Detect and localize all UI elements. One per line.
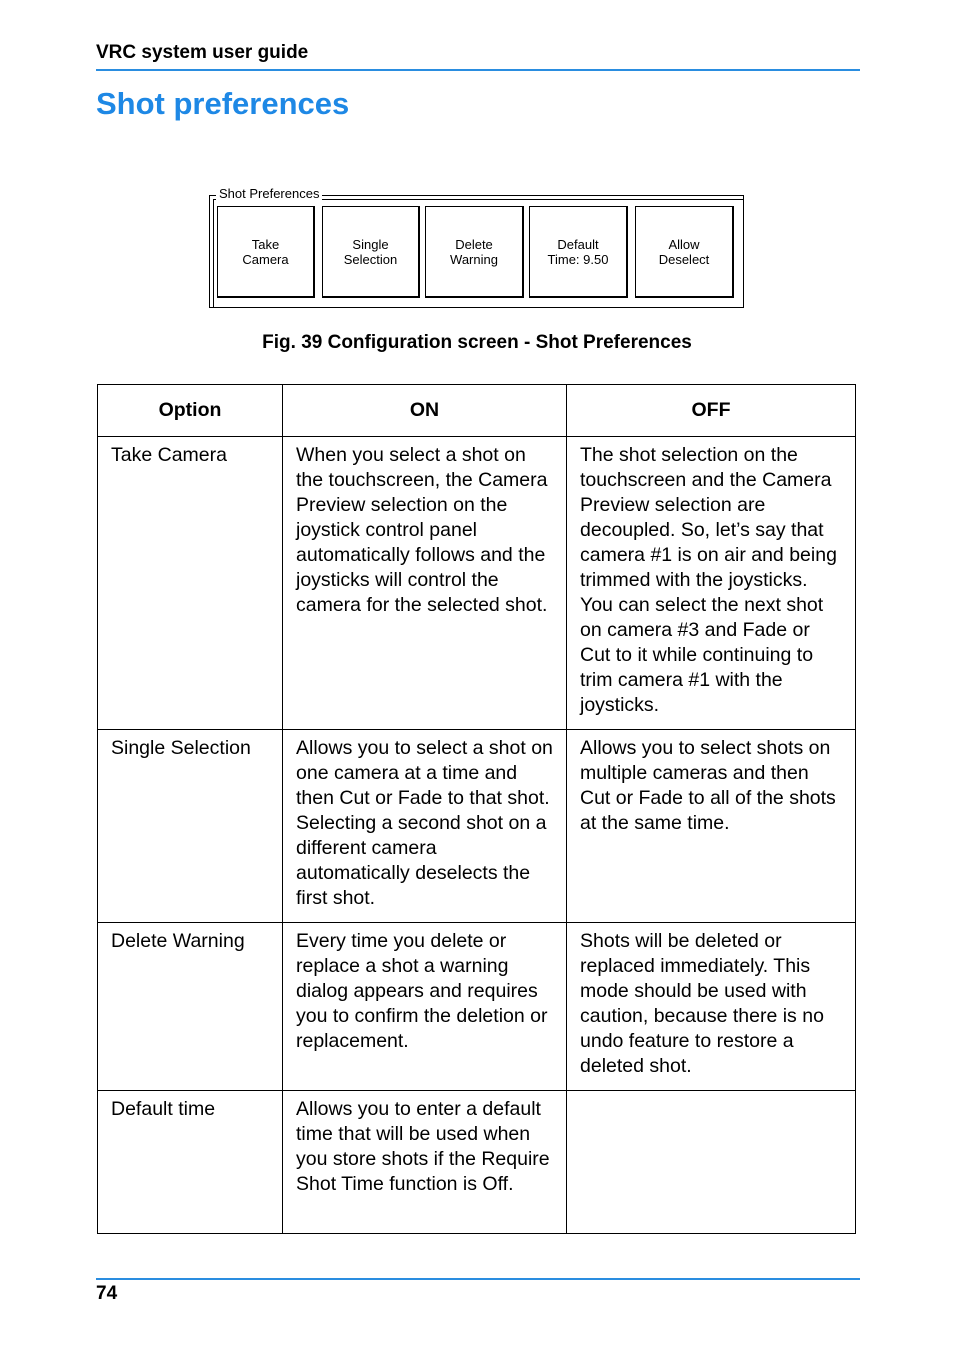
off-cell (567, 1091, 856, 1234)
option-cell: Take Camera (98, 437, 283, 730)
on-cell: Allows you to select a shot on one camera at a time and then Cut or Fade to that shot. Selecting a second shot on a different camera automatically deselects the first shot. (283, 730, 567, 923)
option-cell: Single Selection (98, 730, 283, 923)
button-label-line2: Warning (450, 251, 498, 267)
button-label-line1: Delete (455, 236, 493, 252)
running-header: VRC system user guide (96, 42, 309, 63)
single-selection-button[interactable] (322, 206, 420, 298)
option-cell: Default time (98, 1091, 283, 1234)
footer-rule (96, 1278, 860, 1280)
delete-warning-button[interactable] (425, 206, 524, 298)
button-label-line2: Deselect (658, 251, 710, 267)
table-row (98, 730, 856, 923)
column-header-option: Option (98, 385, 283, 437)
options-table (97, 384, 856, 1234)
off-cell: The shot selection on the touchscreen and the Camera Preview selection are decoupled. So, let’s say that camera #1 is on air and being trimmed with the joysticks. You can select the next shot on camera #3 and Fade or Cut to it while continuing to trim camera #1 with the joysticks. (567, 437, 856, 730)
panel-label: Shot Preferences (216, 186, 322, 201)
button-label-line1: Take (251, 236, 280, 252)
column-header-off: OFF (567, 385, 856, 437)
table-row (98, 437, 856, 730)
table-row (98, 1091, 856, 1234)
header-rule (96, 69, 860, 71)
option-cell: Delete Warning (98, 923, 283, 1091)
take-camera-button[interactable] (217, 206, 315, 298)
page-title: Shot preferences (96, 86, 350, 121)
figure-caption: Fig. 39 Configuration screen - Shot Preferences (262, 332, 692, 353)
allow-deselect-button[interactable] (635, 206, 734, 298)
page-number: 74 (96, 1283, 118, 1304)
button-label-line2: Camera (242, 251, 289, 267)
button-label-line1: Default (557, 236, 599, 252)
button-label-line2: Selection (343, 251, 398, 267)
off-cell: Shots will be deleted or replaced immediately. This mode should be used with caution, because there is no undo feature to restore a deleted shot. (567, 923, 856, 1091)
on-cell: Every time you delete or replace a shot a warning dialog appears and requires you to confirm the deletion or replacement. (283, 923, 567, 1091)
default-time-button[interactable] (529, 206, 628, 298)
button-label-line1: Single (352, 236, 389, 252)
on-cell: Allows you to enter a default time that will be used when you store shots if the Require Shot Time function is Off. (283, 1091, 567, 1234)
on-cell: When you select a shot on the touchscreen, the Camera Preview selection on the joystick control panel automatically follows and the joysticks will control the camera for the selected shot. (283, 437, 567, 730)
table-header-row (98, 385, 856, 437)
off-cell: Allows you to select shots on multiple cameras and then Cut or Fade to all of the shots at the same time. (567, 730, 856, 923)
button-label-line2: Time: 9.50 (547, 251, 609, 267)
table-row (98, 923, 856, 1091)
column-header-on: ON (283, 385, 567, 437)
button-label-line1: Allow (668, 236, 700, 252)
